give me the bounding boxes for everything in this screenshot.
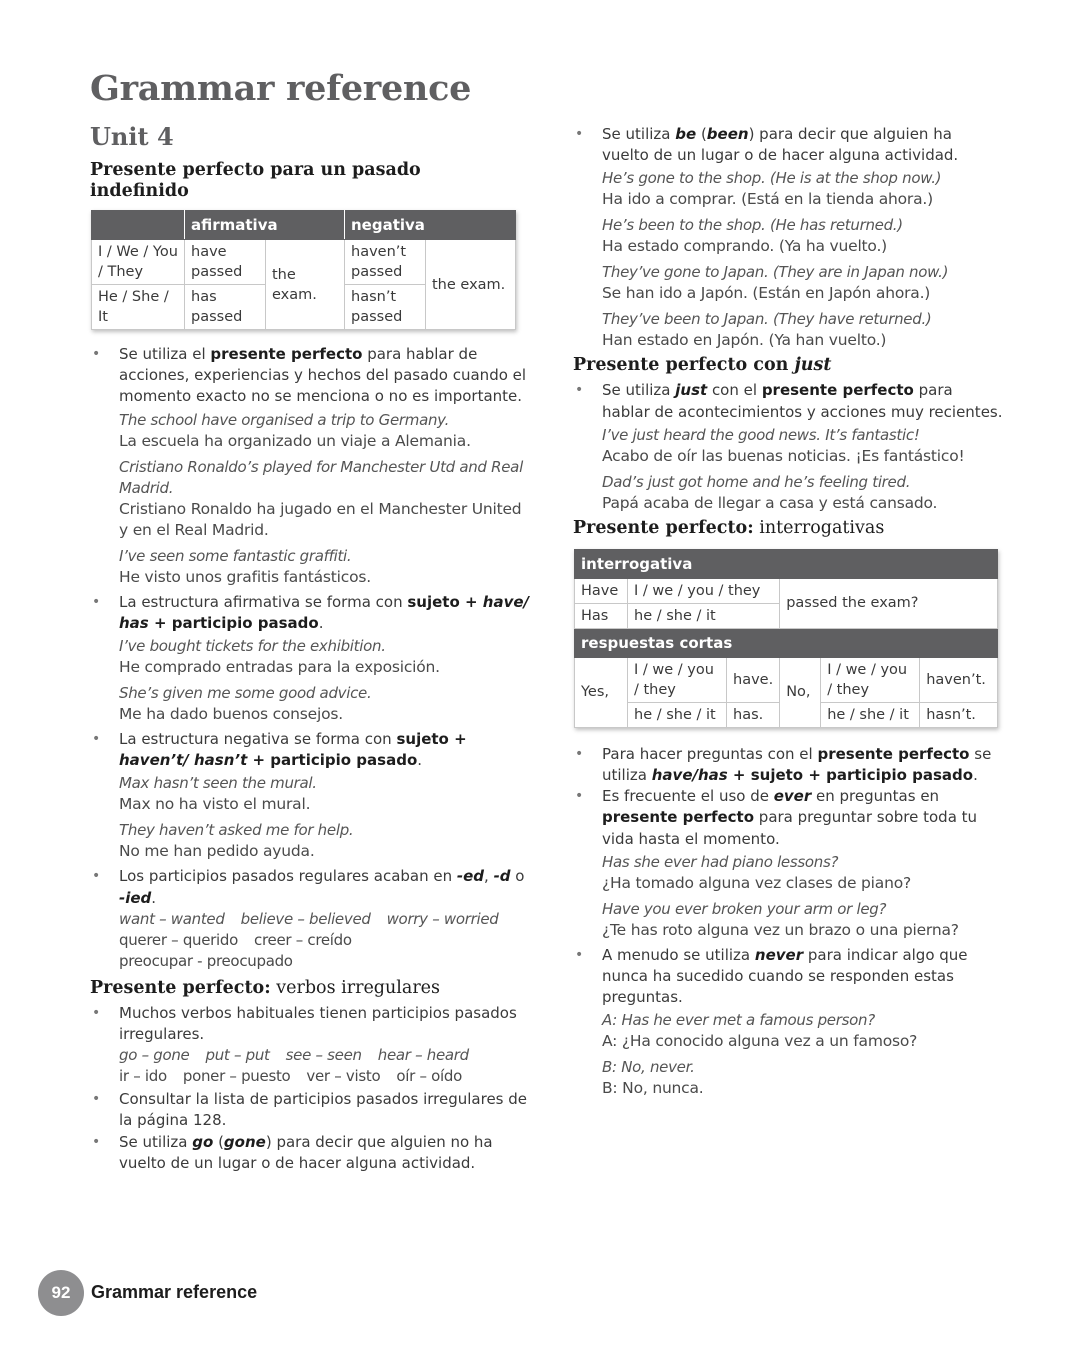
table-cell-object: the exam. <box>426 240 516 330</box>
table-cell-yes: Yes, <box>575 657 628 727</box>
example: Max hasn’t seen the mural. Max no ha visto el mural. <box>119 774 317 814</box>
right-column <box>573 124 1003 1103</box>
table-cell-no-aux: hasn’t. <box>920 702 998 727</box>
list-item: • Para hacer preguntas con el presente perfecto se utiliza have/has + sujeto + participio pasado. <box>573 744 1003 786</box>
example: I’ve seen some fantastic graffiti. He visto unos grafitis fantásticos. <box>119 546 371 586</box>
bullet-list-interrogativas <box>573 744 1003 1100</box>
table-cell-no: No, <box>780 657 821 727</box>
table-cell-object: the exam. <box>266 240 345 330</box>
table-cell-subject: He / She / It <box>92 285 185 330</box>
table-header-empty <box>92 211 185 240</box>
list-item: • La estructura negativa se forma con sujeto + haven’t/ hasn’t + participio pasado. Max hasn’t seen the mural. Max no ha visto el mural. They haven’t asked me for help. No me han pedido ayuda. <box>90 729 530 862</box>
example: He’s gone to the shop. (He is at the shop now.) Ha ido a comprar. (Está en la tienda ahora.) <box>602 169 942 209</box>
interrogative-table <box>574 549 998 728</box>
example: I’ve bought tickets for the exhibition. He comprado entradas para la exposición. <box>119 637 440 677</box>
table-cell-aux: Have <box>575 578 628 603</box>
bullet-list-be-been <box>573 124 1003 351</box>
table-cell-neg: hasn’t passed <box>345 285 426 330</box>
table-cell-subject: he / she / it <box>821 702 920 727</box>
example: A: Has he ever met a famous person? A: ¿Ha conocido alguna vez a un famoso? <box>602 1011 918 1051</box>
table-cell-subject: he / she / it <box>628 603 780 628</box>
list-item: • Se utiliza be (been) para decir que alguien ha vuelto de un lugar o de hacer alguna actividad. He’s gone to the shop. (He is at the shop now.) Ha ido a comprar. (Está en la tienda ahora.) He’s been to the shop. (He has returned.) Ha estado comprando. (Ya ha vuelto.) They’ve gone to Japan. (They are in Japan now.) Se han ido a Japón. (Están en Japón ahora.) They’ve been to Japan. (They have returned.) Han estado en Japón. (Ya han vuelto.) <box>573 124 1003 351</box>
bullet-list-just <box>573 380 1003 513</box>
verb-pairs-es: preocupar - preocupado <box>119 951 293 970</box>
example: Have you ever broken your arm or leg? ¿Te has roto alguna vez un brazo o una pierna? <box>602 899 959 939</box>
bullet-list-pasado-indefinido <box>90 344 530 972</box>
verb-pairs-en: go – gone put – put see – seen hear – heard <box>119 1046 469 1065</box>
table-cell-yes-aux: have. <box>727 657 780 702</box>
table-cell-subject: I / We / You / They <box>92 240 185 285</box>
table-cell-subject: I / we / you / they <box>628 657 727 702</box>
example: She’s given me some good advice. Me ha dado buenos consejos. <box>119 684 372 724</box>
section-heading-just: Presente perfecto con just <box>573 355 832 376</box>
list-item: • Es frecuente el uso de ever en preguntas en presente perfecto para preguntar sobre toda tu vida hasta el momento. Has she ever had piano lessons? ¿Ha tomado alguna vez clases de piano? Have you ever broken your arm or leg? ¿Te has roto alguna vez un brazo o una pierna? <box>573 786 1003 941</box>
table-cell-subject: he / she / it <box>628 702 727 727</box>
example: They’ve been to Japan. (They have returned.) Han estado en Japón. (Ya han vuelto.) <box>602 310 932 350</box>
section-heading-verbos-irregulares: Presente perfecto: verbos irregulares <box>90 977 441 998</box>
example: B: No, never. B: No, nunca. <box>602 1058 704 1098</box>
page-title: Grammar reference <box>90 68 472 109</box>
list-item: • La estructura afirmativa se forma con sujeto + have/ has + participio pasado. I’ve bought tickets for the exhibition. He comprado entradas para la exposición. She’s given me some good advice. Me ha dado buenos consejos. <box>90 592 530 725</box>
table-cell-subject: I / we / you / they <box>821 657 920 702</box>
table-cell-neg: haven’t passed <box>345 240 426 285</box>
example: Has she ever had piano lessons? ¿Ha tomado alguna vez clases de piano? <box>602 852 912 892</box>
list-item: • Se utiliza just con el presente perfecto para hablar de acontecimientos y acciones muy recientes. I’ve just heard the good news. It’s fantastic! Acabo de oír las buenas noticias. ¡Es fantástico! Dad’s just got home and he’s feeling tired. Papá acaba de llegar a casa y está cansado. <box>573 380 1003 513</box>
example: They haven’t asked me for help. No me han pedido ayuda. <box>119 821 354 861</box>
table-cell-aff: has passed <box>185 285 266 330</box>
example: I’ve just heard the good news. It’s fantastic! Acabo de oír las buenas noticias. ¡Es fantástico! <box>602 425 965 465</box>
list-item: • Consultar la lista de participios pasados irregulares de la página 128. <box>90 1089 530 1131</box>
list-item: • Se utiliza go (gone) para decir que alguien no ha vuelto de un lugar o de hacer alguna actividad. <box>90 1132 530 1174</box>
table-cell-aux: Has <box>575 603 628 628</box>
table-header-interrogativa: interrogativa <box>575 549 998 578</box>
list-item: • A menudo se utiliza never para indicar algo que nunca ha sucedido cuando se responden estas preguntas. A: Has he ever met a famous person? A: ¿Ha conocido alguna vez a un famoso? B: No, never. B: No, nunca. <box>573 945 1003 1100</box>
list-item: • Muchos verbos habituales tienen participios pasados irregulares. go – gone put – put see – seen hear – heard ir – ido poner – puesto ver – visto oír – oído <box>90 1003 530 1087</box>
example: The school have organised a trip to Germany. La escuela ha organizado un viaje a Alemania. <box>119 410 471 450</box>
bullet-list-verbos-irregulares <box>90 1003 530 1174</box>
verb-pairs-es: ir – ido poner – puesto ver – visto oír – oído <box>119 1067 462 1086</box>
list-item: • Se utiliza el presente perfecto para hablar de acciones, experiencias y hechos del pasado cuando el momento exacto no se menciona o no es importante. The school have organised a trip to Germany. La escuela ha organizado un viaje a Alemania. Cristiano Ronaldo’s played for Manchester Utd and Real Madrid. Cristiano Ronaldo ha jugado en el Manchester United y en el Real Madrid. I’ve seen some fantastic graffiti. He visto unos grafitis fantásticos. <box>90 344 530 588</box>
table-cell-no-aux: haven’t. <box>920 657 998 702</box>
example: Cristiano Ronaldo’s played for Manchester Utd and Real Madrid. Cristiano Ronaldo ha jugado en el Manchester United y en el Real Madrid. <box>119 457 523 539</box>
page-number-badge: 92 <box>38 1270 84 1316</box>
table-header-afirmativa: afirmativa <box>185 211 345 240</box>
table-header-respuestas-cortas: respuestas cortas <box>575 628 998 657</box>
left-column <box>90 160 530 1178</box>
table-cell-aff: have passed <box>185 240 266 285</box>
section-heading-interrogativas: Presente perfecto: interrogativas <box>573 517 885 538</box>
table-header-negativa: negativa <box>345 211 516 240</box>
footer-label: Grammar reference <box>91 1282 258 1302</box>
example: They’ve gone to Japan. (They are in Japan now.) Se han ido a Japón. (Están en Japón ahora.) <box>602 263 949 303</box>
verb-pairs-es: querer – querido creer – creído <box>119 930 352 949</box>
affirmative-negative-table <box>91 210 516 330</box>
table-cell-rest: passed the exam? <box>780 578 998 628</box>
table-cell-subject: I / we / you / they <box>628 578 780 603</box>
section-heading-pasado-indefinido: Presente perfecto para un pasado indefinido <box>90 160 421 201</box>
unit-title: Unit 4 <box>90 122 174 151</box>
table-cell-yes-aux: has. <box>727 702 780 727</box>
example: Dad’s just got home and he’s feeling tired. Papá acaba de llegar a casa y está cansado. <box>602 472 938 512</box>
example: He’s been to the shop. (He has returned.) Ha estado comprando. (Ya ha vuelto.) <box>602 216 903 256</box>
verb-pairs-en: want – wanted believe – believed worry – worried <box>119 909 499 928</box>
list-item: • Los participios pasados regulares acaban en -ed, -d o -ied. want – wanted believe – believed worry – worried querer – querido creer – creído preocupar - preocupado <box>90 866 530 971</box>
